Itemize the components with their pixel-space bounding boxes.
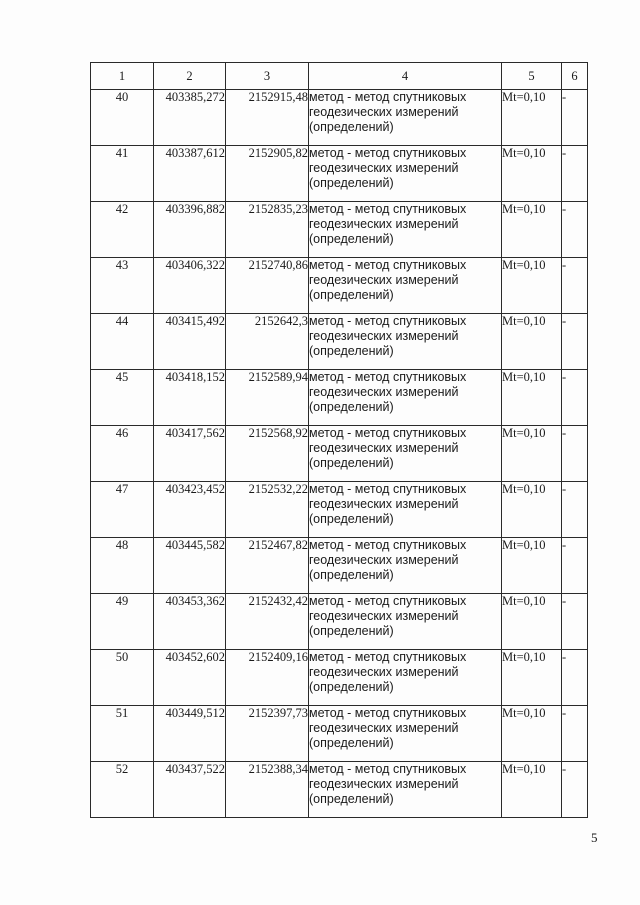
x-coordinate-cell: 403437,522 xyxy=(154,762,226,818)
point-number-cell: 52 xyxy=(91,762,154,818)
table-row xyxy=(91,594,588,650)
table-row xyxy=(91,258,588,314)
note-cell: - xyxy=(562,202,588,258)
accuracy-cell: Mt=0,10 xyxy=(502,314,562,370)
point-number-cell: 50 xyxy=(91,650,154,706)
column-header: 3 xyxy=(226,63,309,90)
method-cell: метод - метод спутниковых геодезических измерений (определений) xyxy=(309,258,502,314)
y-coordinate-cell: 2152740,86 xyxy=(226,258,309,314)
method-cell: метод - метод спутниковых геодезических измерений (определений) xyxy=(309,538,502,594)
note-cell: - xyxy=(562,146,588,202)
x-coordinate-cell: 403387,612 xyxy=(154,146,226,202)
column-header: 6 xyxy=(562,63,588,90)
note-cell: - xyxy=(562,594,588,650)
table-row xyxy=(91,146,588,202)
x-coordinate-cell: 403385,272 xyxy=(154,90,226,146)
x-coordinate-cell: 403452,602 xyxy=(154,650,226,706)
x-coordinate-cell: 403406,322 xyxy=(154,258,226,314)
accuracy-cell: Mt=0,10 xyxy=(502,482,562,538)
y-coordinate-cell: 2152397,73 xyxy=(226,706,309,762)
note-cell: - xyxy=(562,426,588,482)
method-cell: метод - метод спутниковых геодезических измерений (определений) xyxy=(309,482,502,538)
page-number: 5 xyxy=(591,830,598,845)
accuracy-cell: Mt=0,10 xyxy=(502,426,562,482)
table-header-row xyxy=(91,63,588,90)
table-row xyxy=(91,202,588,258)
note-cell: - xyxy=(562,314,588,370)
table-row xyxy=(91,482,588,538)
method-cell: метод - метод спутниковых геодезических измерений (определений) xyxy=(309,370,502,426)
method-cell: метод - метод спутниковых геодезических измерений (определений) xyxy=(309,202,502,258)
table-row xyxy=(91,370,588,426)
point-number-cell: 44 xyxy=(91,314,154,370)
x-coordinate-cell: 403449,512 xyxy=(154,706,226,762)
y-coordinate-cell: 2152467,82 xyxy=(226,538,309,594)
accuracy-cell: Mt=0,10 xyxy=(502,762,562,818)
accuracy-cell: Mt=0,10 xyxy=(502,202,562,258)
note-cell: - xyxy=(562,762,588,818)
method-cell: метод - метод спутниковых геодезических измерений (определений) xyxy=(309,314,502,370)
table-row xyxy=(91,538,588,594)
method-cell: метод - метод спутниковых геодезических измерений (определений) xyxy=(309,146,502,202)
y-coordinate-cell: 2152532,22 xyxy=(226,482,309,538)
accuracy-cell: Mt=0,10 xyxy=(502,370,562,426)
column-header: 4 xyxy=(309,63,502,90)
table-row xyxy=(91,706,588,762)
column-header: 5 xyxy=(502,63,562,90)
note-cell: - xyxy=(562,90,588,146)
y-coordinate-cell: 2152835,23 xyxy=(226,202,309,258)
y-coordinate-cell: 2152409,16 xyxy=(226,650,309,706)
note-cell: - xyxy=(562,706,588,762)
point-number-cell: 40 xyxy=(91,90,154,146)
y-coordinate-cell: 2152642,3 xyxy=(226,314,309,370)
y-coordinate-cell: 2152905,82 xyxy=(226,146,309,202)
x-coordinate-cell: 403396,882 xyxy=(154,202,226,258)
accuracy-cell: Mt=0,10 xyxy=(502,90,562,146)
y-coordinate-cell: 2152568,92 xyxy=(226,426,309,482)
method-cell: метод - метод спутниковых геодезических измерений (определений) xyxy=(309,650,502,706)
x-coordinate-cell: 403453,362 xyxy=(154,594,226,650)
point-number-cell: 48 xyxy=(91,538,154,594)
y-coordinate-cell: 2152432,42 xyxy=(226,594,309,650)
method-cell: метод - метод спутниковых геодезических измерений (определений) xyxy=(309,762,502,818)
point-number-cell: 41 xyxy=(91,146,154,202)
point-number-cell: 42 xyxy=(91,202,154,258)
x-coordinate-cell: 403423,452 xyxy=(154,482,226,538)
y-coordinate-cell: 2152388,34 xyxy=(226,762,309,818)
note-cell: - xyxy=(562,258,588,314)
method-cell: метод - метод спутниковых геодезических измерений (определений) xyxy=(309,594,502,650)
table-row xyxy=(91,314,588,370)
x-coordinate-cell: 403417,562 xyxy=(154,426,226,482)
coordinates-table xyxy=(90,62,588,818)
point-number-cell: 51 xyxy=(91,706,154,762)
accuracy-cell: Mt=0,10 xyxy=(502,650,562,706)
note-cell: - xyxy=(562,538,588,594)
method-cell: метод - метод спутниковых геодезических измерений (определений) xyxy=(309,706,502,762)
accuracy-cell: Mt=0,10 xyxy=(502,258,562,314)
accuracy-cell: Mt=0,10 xyxy=(502,706,562,762)
point-number-cell: 45 xyxy=(91,370,154,426)
y-coordinate-cell: 2152915,48 xyxy=(226,90,309,146)
accuracy-cell: Mt=0,10 xyxy=(502,146,562,202)
x-coordinate-cell: 403445,582 xyxy=(154,538,226,594)
table-row xyxy=(91,426,588,482)
point-number-cell: 43 xyxy=(91,258,154,314)
x-coordinate-cell: 403418,152 xyxy=(154,370,226,426)
table-row xyxy=(91,762,588,818)
point-number-cell: 46 xyxy=(91,426,154,482)
point-number-cell: 49 xyxy=(91,594,154,650)
method-cell: метод - метод спутниковых геодезических измерений (определений) xyxy=(309,90,502,146)
y-coordinate-cell: 2152589,94 xyxy=(226,370,309,426)
column-header: 2 xyxy=(154,63,226,90)
point-number-cell: 47 xyxy=(91,482,154,538)
note-cell: - xyxy=(562,370,588,426)
method-cell: метод - метод спутниковых геодезических измерений (определений) xyxy=(309,426,502,482)
x-coordinate-cell: 403415,492 xyxy=(154,314,226,370)
note-cell: - xyxy=(562,482,588,538)
table-row xyxy=(91,90,588,146)
note-cell: - xyxy=(562,650,588,706)
table-row xyxy=(91,650,588,706)
accuracy-cell: Mt=0,10 xyxy=(502,538,562,594)
column-header: 1 xyxy=(91,63,154,90)
accuracy-cell: Mt=0,10 xyxy=(502,594,562,650)
